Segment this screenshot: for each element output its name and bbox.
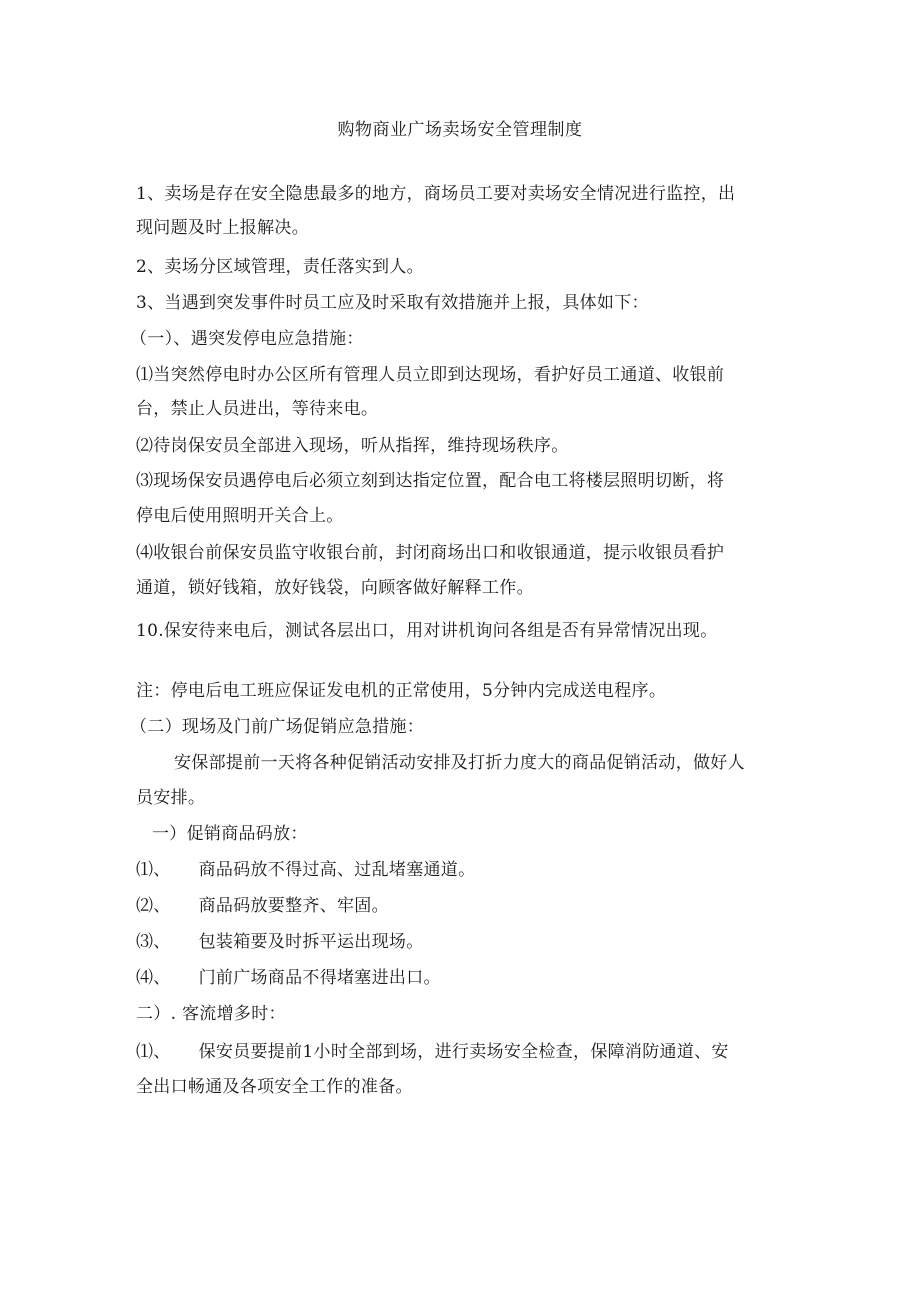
- paragraph-line-12: 通道，锁好钱箱，放好钱袋，向顾客做好解释工作。: [136, 578, 534, 598]
- list-marker-4: ⑷、: [136, 968, 171, 988]
- paragraph-line-2: 现问题及时上报解决。: [136, 218, 309, 238]
- paragraph-line-8: ⑵待岗保安员全部进入现场，听从指挥，维持现场秩序。: [136, 436, 569, 456]
- paragraph-line-final: 全出口畅通及各项安全工作的准备。: [136, 1077, 413, 1097]
- sub-heading-1: 一）促销商品码放：: [152, 824, 308, 844]
- paragraph-line-10: 停电后使用照明开关合上。: [136, 506, 344, 526]
- paragraph-line-11: ⑷收银台前保安员监守收银台前，封闭商场出口和收银通道，提示收银员看护: [136, 543, 725, 563]
- list-item-3: [136, 930, 424, 954]
- paragraph-line-7: 台，禁止人员进出，等待来电。: [136, 399, 379, 419]
- list-item-4: [136, 966, 441, 990]
- paragraph-line-13: 10.保安待来电后，测试各层出口，用对讲机询问各组是否有异常情况出现。: [136, 621, 718, 641]
- list-text-3: 包装箱要及时拆平运出现场。: [198, 932, 424, 952]
- paragraph-line-4: 3、当遇到突发事件时员工应及时采取有效措施并上报，具体如下：: [136, 293, 649, 313]
- document-title: 购物商业广场卖场安全管理制度: [337, 120, 583, 140]
- paragraph-line-16: 安保部提前一天将各种促销活动安排及打折力度大的商品促销活动，做好人: [174, 753, 745, 773]
- list-marker-1: ⑴、: [136, 860, 171, 880]
- paragraph-line-9: ⑶现场保安员遇停电后必须立刻到达指定位置，配合电工将楼层照明切断，将: [136, 471, 725, 491]
- list-marker-3: ⑶、: [136, 932, 171, 952]
- list-marker-5: ⑴、: [136, 1042, 171, 1062]
- paragraph-line-17: 员安排。: [136, 788, 206, 808]
- list-item-5: [136, 1040, 729, 1064]
- paragraph-line-3: 2、卖场分区域管理，责任落实到人。: [136, 257, 424, 277]
- section-heading-1: （一）、遇突发停电应急措施：: [130, 329, 364, 349]
- list-text-4: 门前广场商品不得堵塞进出口。: [198, 968, 441, 988]
- paragraph-line-6: ⑴当突然停电时办公区所有管理人员立即到达现场，看护好员工通道、收银前: [136, 365, 725, 385]
- note-line: 注：停电后电工班应保证发电机的正常使用，5分钟内完成送电程序。: [136, 681, 667, 701]
- list-text-2: 商品码放要整齐、牢固。: [198, 896, 389, 916]
- paragraph-line-1: 1、卖场是存在安全隐患最多的地方，商场员工要对卖场安全情况进行监控，出: [136, 184, 736, 204]
- section-heading-2: （二）现场及门前广场促销应急措施：: [130, 717, 425, 737]
- sub-heading-2: 二）. 客流增多时：: [136, 1004, 286, 1024]
- list-text-1: 商品码放不得过高、过乱堵塞通道。: [198, 860, 476, 880]
- list-marker-2: ⑵、: [136, 896, 171, 916]
- list-item-1: [136, 858, 475, 882]
- list-item-2: [136, 894, 389, 918]
- list-text-5: 保安员要提前1小时全部到场，进行卖场安全检查，保障消防通道、安: [198, 1042, 729, 1062]
